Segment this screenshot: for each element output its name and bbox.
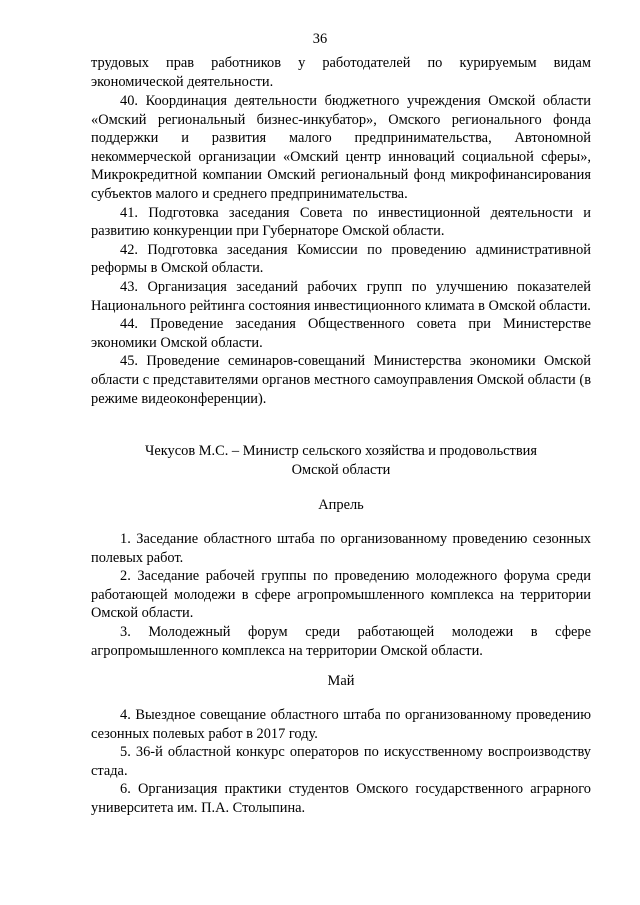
page-number: 36 [312,31,328,47]
list-item: 44. Проведение заседания Общественного совета при Министерстве экономики Омской области. [91,316,591,351]
list-item: 6. Организация практики студентов Омского государственного аграрного университета им. П.А. Столыпина. [91,781,591,816]
month-heading-may-block [91,672,591,691]
list-item: 41. Подготовка заседания Совета по инвестиционной деятельности и развитию конкуренции при Губернаторе Омской области. [91,204,591,240]
list-item: 42. Подготовка заседания Комиссии по проведению административной реформы в Омской области. [91,241,591,277]
continued-paragraph-block [91,54,591,91]
section-heading-line2: Омской области [291,461,391,478]
list-item: 2. Заседание рабочей группы по проведению молодежного форума среди работающей молодежи в сфере агропромышленного комплекса на территории Омской области. [91,568,591,622]
items-may-list [91,706,591,818]
continued-paragraph: трудовых прав работников у работодателей по курируемым видам экономической деятельности. [91,55,591,90]
month-heading-may: Май [327,673,355,689]
month-heading-april: Апрель [318,497,364,513]
month-heading-april-block [91,496,591,515]
section-heading-line1: Чекусов М.С. – Министр сельского хозяйства и продовольствия [145,443,537,459]
list-item: 1. Заседание областного штаба по организованному проведению сезонных полевых работ. [91,531,591,566]
items-april-list [91,530,591,660]
list-item: 45. Проведение семинаров-совещаний Министерства экономики Омской области с представителями органов местного самоуправления Омской области (в режиме видеоконференции). [91,353,591,407]
list-item: 4. Выездное совещание областного штаба по организованному проведению сезонных полевых работ в 2017 году. [91,707,591,742]
list-item: 40. Координация деятельности бюджетного учреждения Омской области «Омский региональный бизнес-инкубатор», Омского регионального фонда поддержки и развития малого предпринимательства, Автономной некоммерческой организации «Омский центр инноваций социальной сферы», Микрокредитной компании Омский региональный фонд микрофинансирования субъектов малого и среднего предпринимательства. [91,93,591,202]
list-item: 3. Молодежный форум среди работающей молодежи в сфере агропромышленного комплекса на территории Омской области. [91,623,591,659]
list-item: 43. Организация заседаний рабочих групп по улучшению показателей Национального рейтинга состояния инвестиционного климата в Омской области. [91,278,591,314]
list-item: 5. 36-й областной конкурс операторов по искусственному воспроизводству стада. [91,744,591,779]
section-heading [91,442,591,479]
items-top-list [91,92,591,408]
